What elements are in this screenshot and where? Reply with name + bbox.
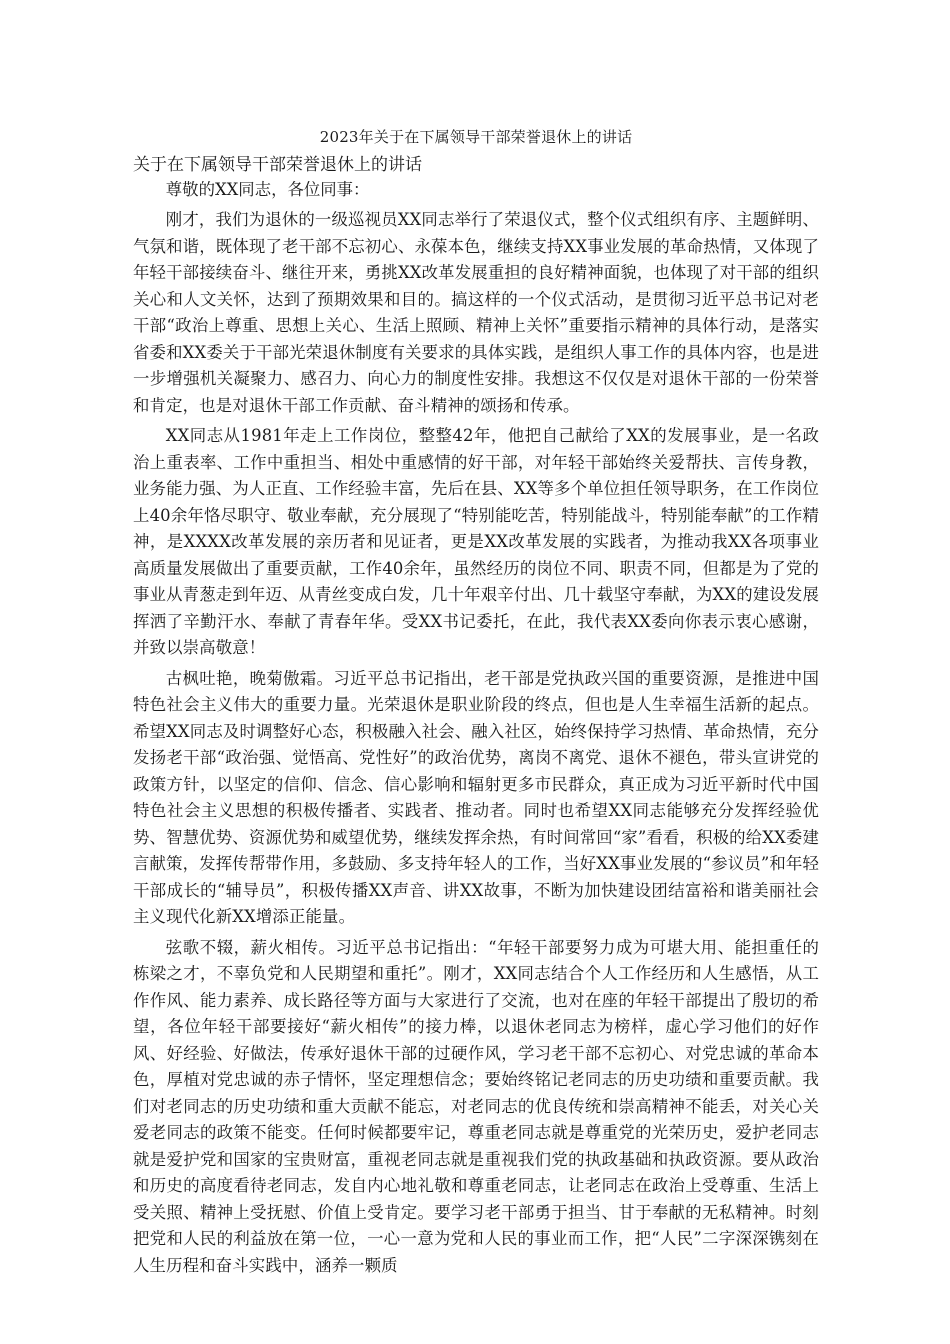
paragraph-1: 刚才，我们为退休的一级巡视员XX同志举行了荣退仪式，整个仪式组织有序、主题鲜明、气氛和谐，既体现了老干部不忘初心、永葆本色，继续支持XX事业发展的革命热情，又体现了年轻干部接续奋斗、继往开来，勇挑XX改革发展重担的良好精神面貌，也体现了对干部的组织关心和人文关怀，达到了预期效果和目的。搞这样的一个仪式活动，是贯彻习近平总书记对老干部“政治上尊重、思想上关心、生活上照顾、精神上关怀”重要指示精神的具体行动，是落实省委和XX委关于干部光荣退休制度有关要求的具体实践，是组织人事工作的具体内容，也是进一步增强机关凝聚力、感召力、向心力的制度性安排。我想这不仅仅是对退休干部的一份荣誉和肯定，也是对退休干部工作贡献、奋斗精神的颂扬和传承。 (133, 210, 819, 415)
salutation: 尊敬的XX同志，各位同事： (165, 180, 370, 199)
document-subtitle: 关于在下属领导干部荣誉退休上的讲话 (133, 155, 422, 175)
paragraph-4: 弦歌不辍，薪火相传。习近平总书记指出：“年轻干部要努力成为可堪大用、能担重任的栋梁之才，不辜负党和人民期望和重托”。刚才，XX同志结合个人工作经历和人生感悟，从工作作风、能力素养、成长路径等方面与大家进行了交流，也对在座的年轻干部提出了殷切的希望，各位年轻干部要接好“薪火相传”的接力棒，以退休老同志为榜样，虚心学习他们的好作风、好经验、好做法，传承好退休干部的过硬作风，学习老干部不忘初心、对党忠诚的革命本色，厚植对党忠诚的赤子情怀，坚定理想信念；要始终铭记老同志的历史功绩和重要贡献。我们对老同志的历史功绩和重大贡献不能忘，对老同志的优良传统和崇高精神不能丢，对关心关爱老同志的政策不能变。任何时候都要牢记，尊重老同志就是尊重党的光荣历史，爱护老同志就是爱护党和国家的宝贵财富，重视老同志就是重视我们党的执政基础和执政资源。要从政治和历史的高度看待老同志，发自内心地礼敬和尊重老同志，让老同志在政治上受尊重、生活上受关照、精神上受抚慰、价值上受肯定。要学习老干部勇于担当、甘于奉献的无私精神。时刻把党和人民的利益放在第一位，一心一意为党和人民的事业而工作，把“人民”二字深深镌刻在人生历程和奋斗实践中，涵养一颗质 (133, 937, 819, 1275)
paragraph-3: 古枫吐艳，晚菊傲霜。习近平总书记指出，老干部是党执政兴国的重要资源，是推进中国特色社会主义伟大的重要力量。光荣退休是职业阶段的终点，但也是人生幸福生活新的起点。希望XX同志及时调整好心态，积极融入社会、融入社区，始终保持学习热情、革命热情，充分发扬老干部“政治强、觉悟高、党性好”的政治优势，离岗不离党、退休不褪色，带头宣讲党的政策方针，以坚定的信仰、信念、信心影响和辐射更多市民群众，真正成为习近平新时代中国特色社会主义思想的积极传播者、实践者、推动者。同时也希望XX同志能够充分发挥经验优势、智慧优势、资源优势和威望优势，继续发挥余热，有时间常回“家”看看，积极的给XX委建言献策，发挥传帮带作用，多鼓励、多支持年轻人的工作，当好XX事业发展的“参议员”和年轻干部成长的“辅导员”，积极传播XX声音、讲XX故事，不断为加快建设团结富裕和谐美丽社会主义现代化新XX增添正能量。 (133, 668, 819, 926)
document-page (133, 125, 819, 1283)
paragraph-2: XX同志从1981年走上工作岗位，整整42年，他把自己献给了XX的发展事业，是一名政治上重表率、工作中重担当、相处中重感情的好干部，对年轻干部始终关爱帮扶、言传身教，业务能力强、为人正直、工作经验丰富，先后在县、XX等多个单位担任领导职务，在工作岗位上40余年恪尽职守、敬业奉献，充分展现了“特别能吃苦，特别能战斗，特别能奉献”的工作精神，是XXXX改革发展的亲历者和见证者，更是XX改革发展的实践者，为推动我XX各项事业高质量发展做出了重要贡献，工作40余年，虽然经历的岗位不同、职责不同，但都是为了党的事业从青葱走到年迈、从青丝变成白发，几十年艰辛付出、几十载坚守奉献，为XX的建设发展挥洒了辛勤汗水、奉献了青春年华。受XX书记委托，在此，我代表XX委向你表示衷心感谢，并致以崇高敬意！ (133, 426, 819, 657)
document-title: 2023年关于在下属领导干部荣誉退休上的讲话 (319, 128, 633, 146)
